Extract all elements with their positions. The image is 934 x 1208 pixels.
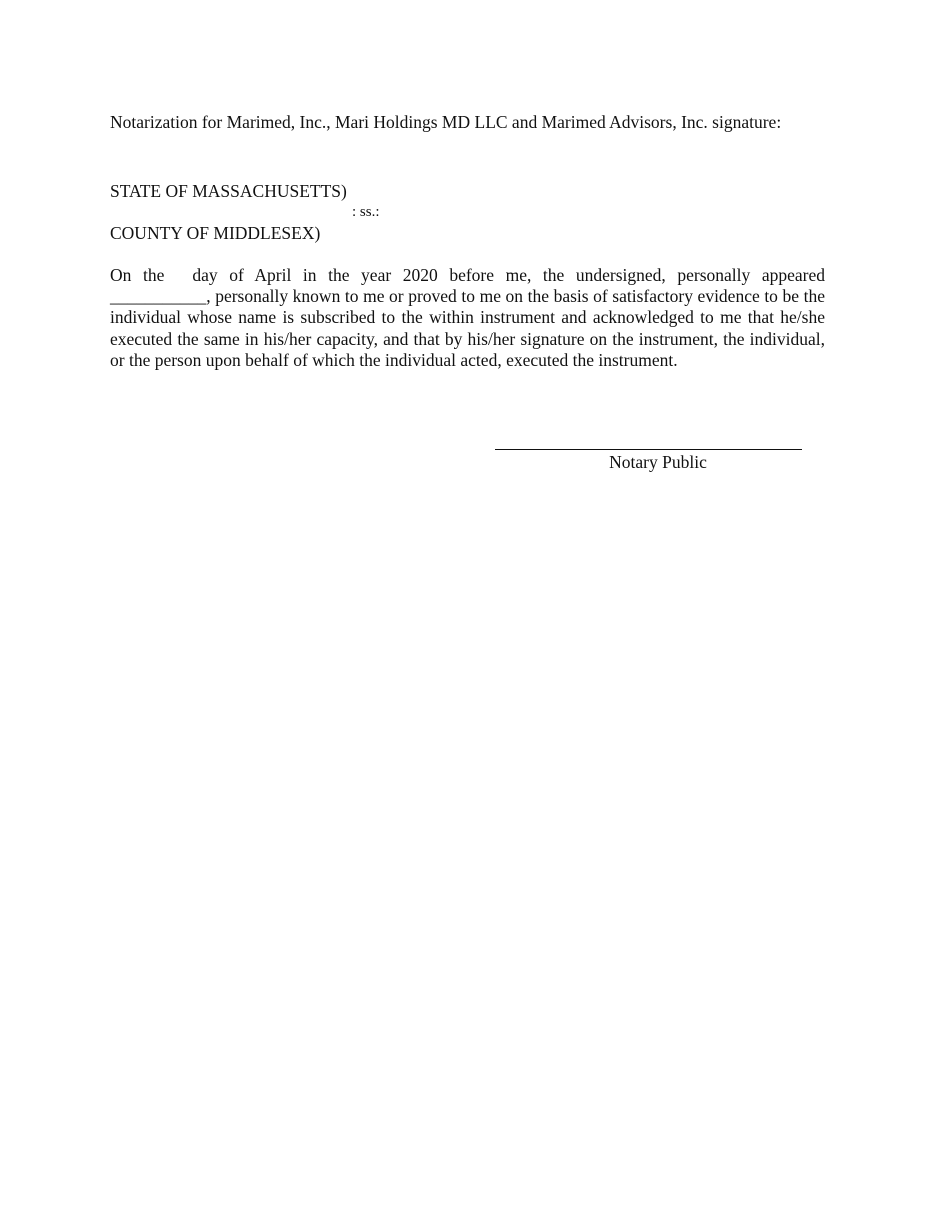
notary-signature-line xyxy=(495,449,802,450)
venue-state: STATE OF MASSACHUSETTS) xyxy=(110,181,347,201)
venue-county: COUNTY OF MIDDLESEX) xyxy=(110,223,321,243)
acknowledgment-text-rest: day of April in the year 2020 before me, the undersigned, personally appeared ___________, personally known to me or proved to me on the basis of satisfactory evidence to be the individual whose name is subscribed to the within instrument and acknowledged to me that he/she executed the same in his/her capacity, and that by his/her signature on the instrument, the individual, or the person upon behalf of which the individual acted, executed the instrument. xyxy=(110,265,825,370)
notary-signature-label: Notary Public xyxy=(609,452,707,472)
acknowledgment-paragraph xyxy=(110,265,825,371)
venue-ss: : ss.: xyxy=(352,204,380,220)
acknowledgment-text-start: On the xyxy=(110,265,165,285)
notarization-heading: Notarization for Marimed, Inc., Mari Holdings MD LLC and Marimed Advisors, Inc. signature: xyxy=(110,112,782,132)
